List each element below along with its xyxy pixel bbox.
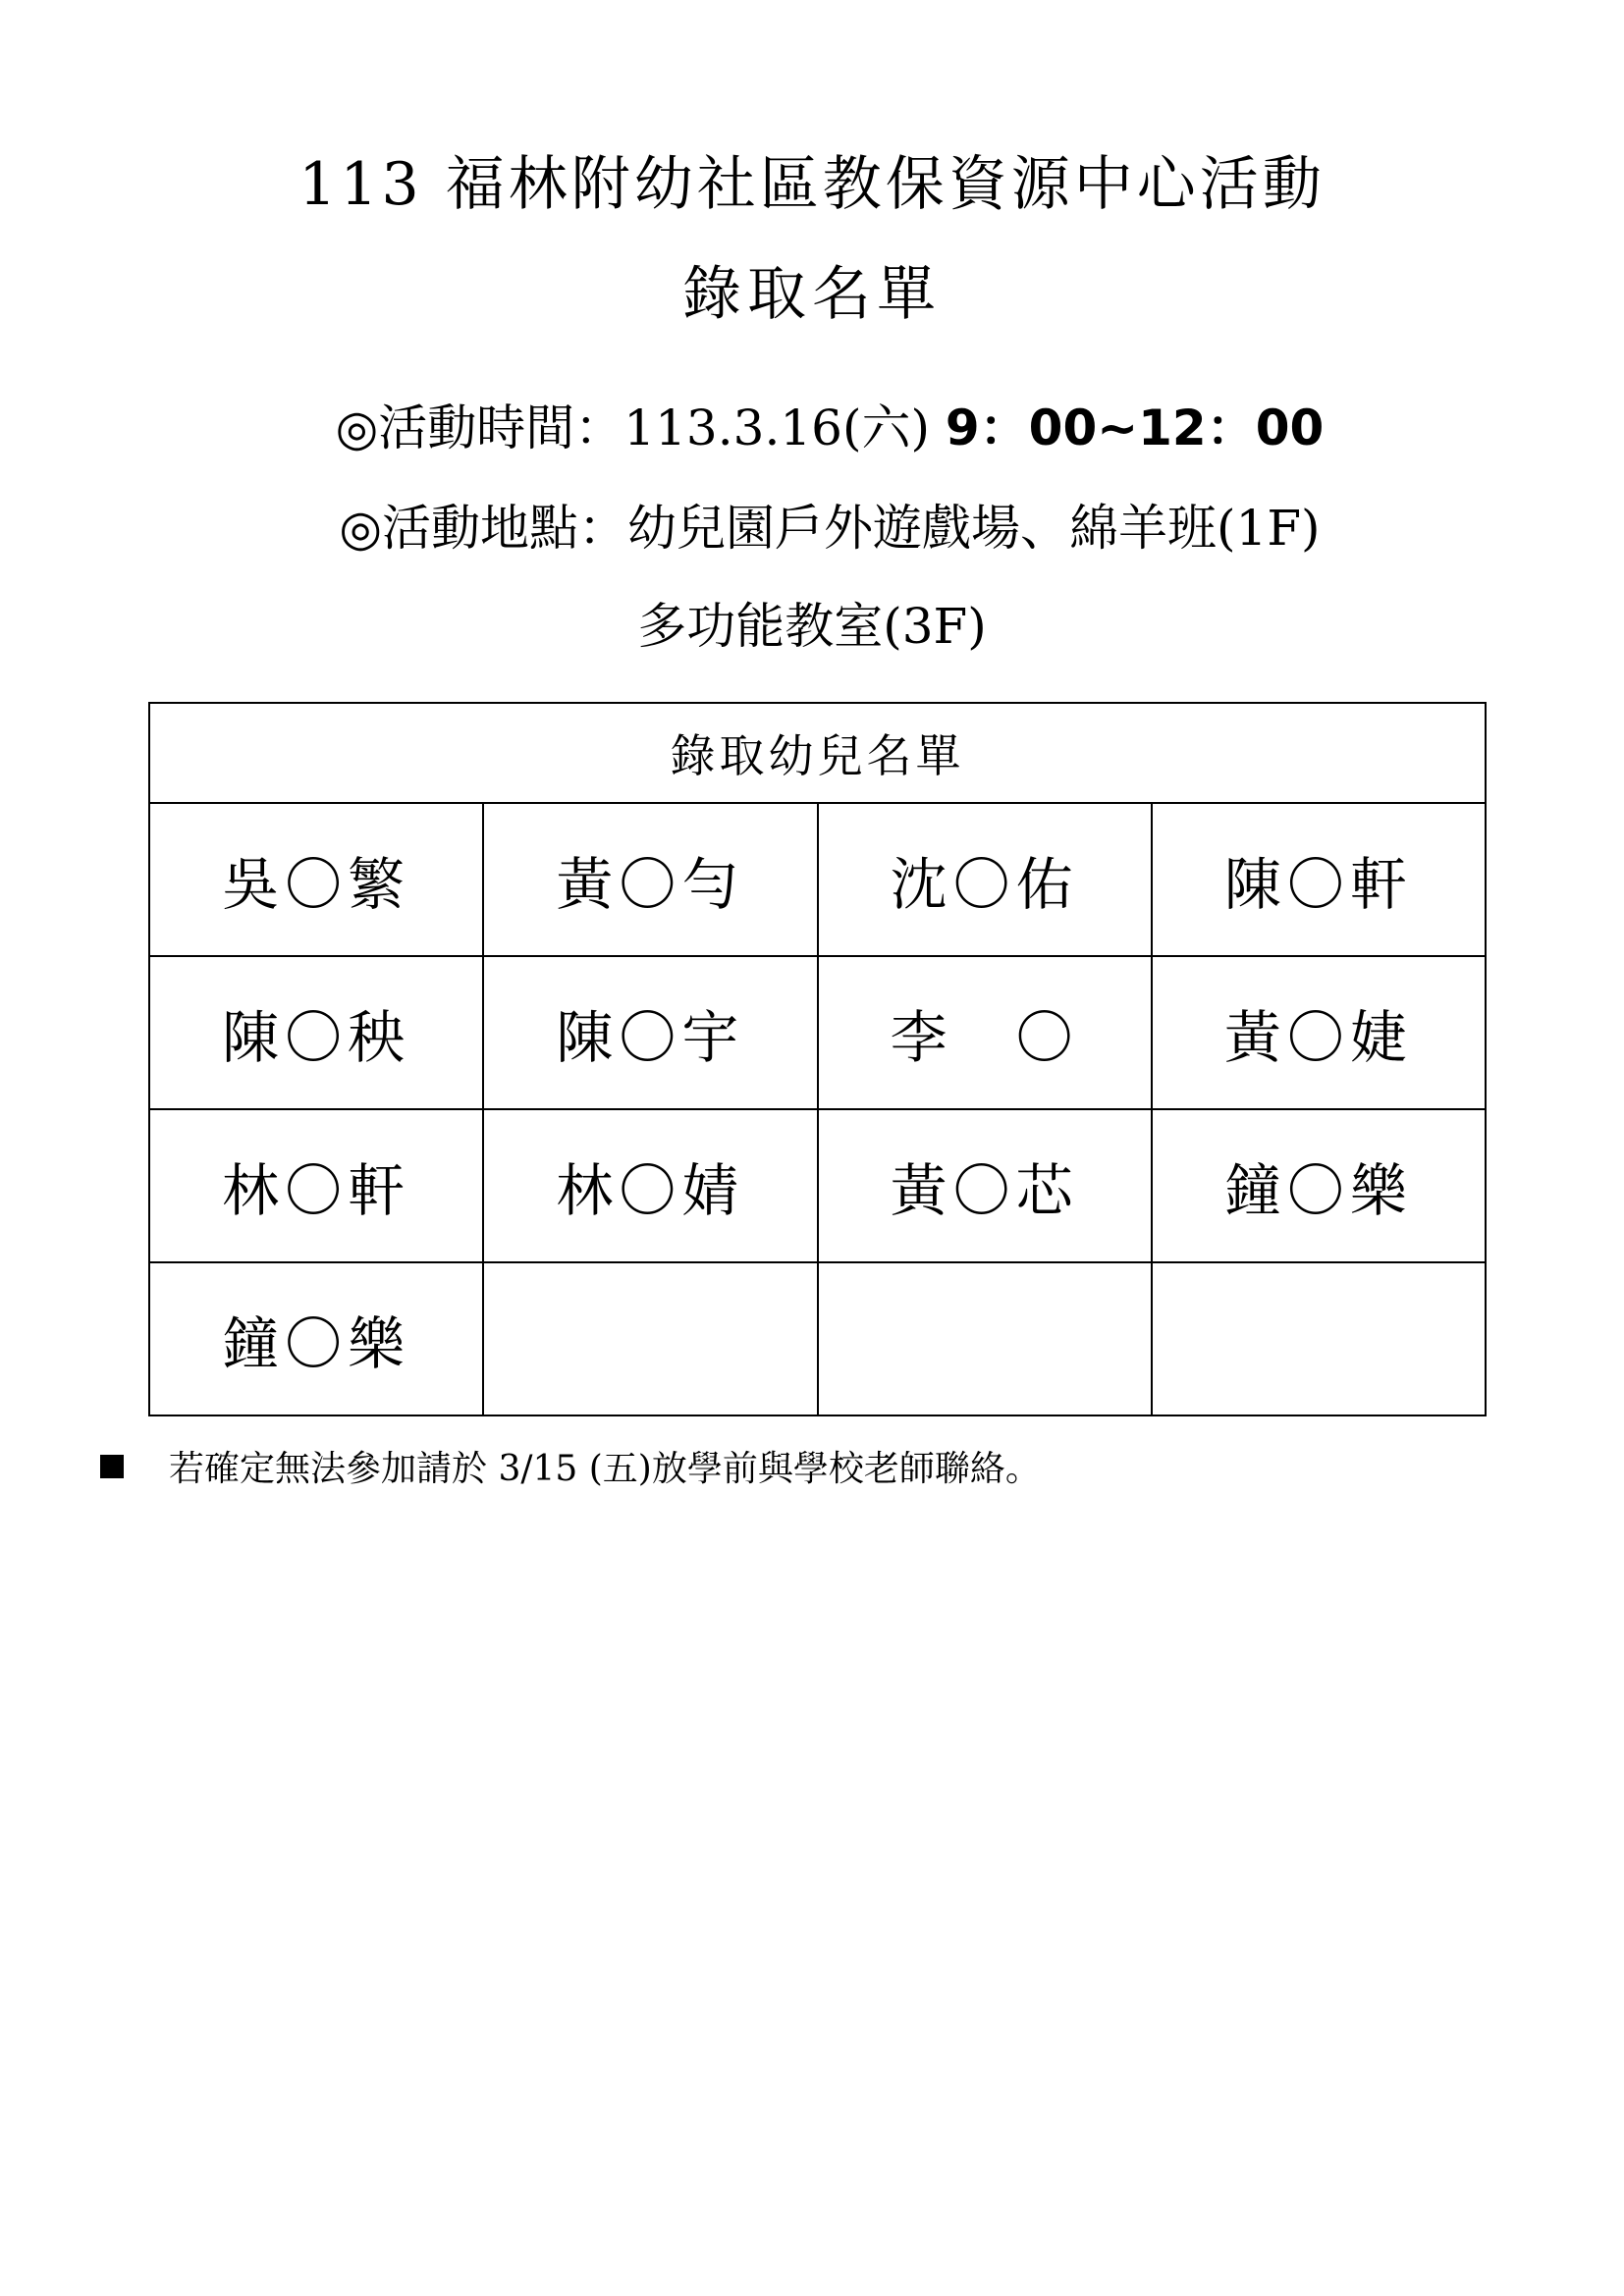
student-name-cell: 吳〇繁 [149,803,483,956]
activity-time [0,389,1624,459]
student-name-cell: 陳〇秧 [149,956,483,1109]
student-name-cell: 黃〇勻 [483,803,817,956]
student-name-cell: 鐘〇樂 [149,1262,483,1415]
activity-place-continued: 多功能教室(3F) [637,598,987,655]
table-row [149,1109,1486,1262]
activity-place: ◎活動地點：幼兒園戶外遊戲場、綿羊班(1F) [339,500,1321,557]
empty-cell [1152,1262,1486,1415]
notice-text: 若確定無法參加請於 3/15 (五)放學前與學校老師聯絡。 [169,1449,1041,1489]
page-subtitle: 錄取名單 [682,260,942,329]
notice [100,1441,1041,1491]
activity-time-value: 9：00~12：00 [945,400,1325,456]
student-name-cell: 林〇軒 [149,1109,483,1262]
empty-cell [483,1262,817,1415]
activity-time-label: ◎活動時間：113.3.16(六) [335,400,946,456]
student-name-cell: 沈〇佑 [818,803,1152,956]
table-row [149,1262,1486,1415]
student-name-cell: 黃〇婕 [1152,956,1486,1109]
student-name-cell: 陳〇宇 [483,956,817,1109]
table-row [149,956,1486,1109]
student-name-cell: 陳〇軒 [1152,803,1486,956]
student-name-cell: 黃〇芯 [818,1109,1152,1262]
student-name-cell: 林〇婧 [483,1109,817,1262]
empty-cell [818,1262,1152,1415]
square-bullet-icon [100,1455,124,1478]
table-row [149,803,1486,956]
admission-table [148,702,1487,1416]
table-header: 錄取幼兒名單 [149,703,1486,803]
student-name-cell: 鐘〇樂 [1152,1109,1486,1262]
page-title: 113 福林附幼社區教保資源中心活動 [298,150,1326,219]
table-header-row [149,703,1486,803]
student-name-cell: 李 〇 [818,956,1152,1109]
